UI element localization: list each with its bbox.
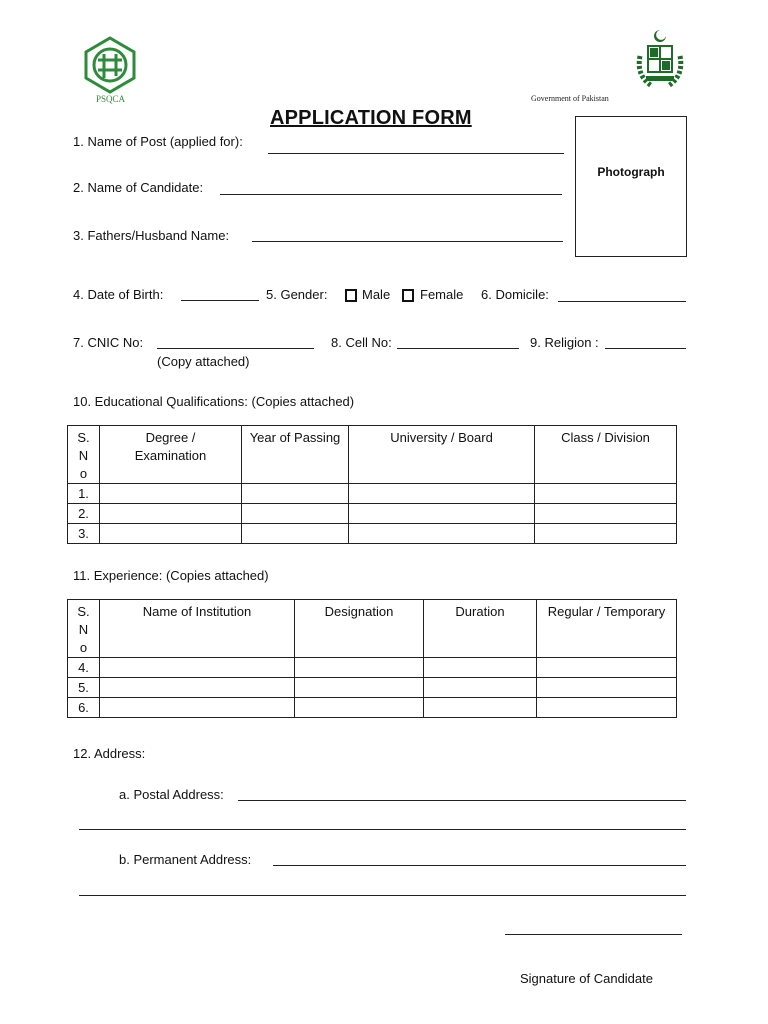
table-cell[interactable] bbox=[424, 678, 537, 698]
table-cell[interactable] bbox=[242, 504, 349, 524]
table-cell[interactable] bbox=[242, 524, 349, 544]
table-cell[interactable] bbox=[100, 484, 242, 504]
psqca-logo bbox=[82, 36, 138, 104]
table-cell[interactable] bbox=[100, 504, 242, 524]
table-row bbox=[68, 658, 677, 678]
table-row bbox=[68, 698, 677, 718]
duration-header: Duration bbox=[424, 600, 537, 658]
candidate-name-field[interactable] bbox=[220, 194, 562, 195]
degree-header bbox=[100, 426, 242, 484]
father-husband-name-label: 3. Fathers/Husband Name: bbox=[73, 228, 230, 243]
table-cell[interactable] bbox=[295, 678, 424, 698]
table-cell[interactable] bbox=[537, 678, 677, 698]
class-division-header: Class / Division bbox=[535, 426, 677, 484]
table-row bbox=[68, 484, 677, 504]
table-cell[interactable] bbox=[100, 698, 295, 718]
experience-sno-header bbox=[68, 600, 100, 658]
education-heading: 10. Educational Qualifications: (Copies attached) bbox=[73, 394, 355, 409]
year-of-passing-header: Year of Passing bbox=[242, 426, 349, 484]
table-cell[interactable] bbox=[537, 698, 677, 718]
father-husband-name-field[interactable] bbox=[252, 241, 563, 242]
form-title: APPLICATION FORM bbox=[270, 107, 472, 129]
row-number: 5. bbox=[68, 678, 100, 698]
table-cell[interactable] bbox=[537, 658, 677, 678]
degree-header-text: Degree / Examination bbox=[134, 430, 207, 463]
address-heading: 12. Address: bbox=[73, 746, 146, 761]
row-number: 2. bbox=[68, 504, 100, 524]
government-caption: Government of Pakistan bbox=[531, 94, 609, 103]
photograph-box[interactable] bbox=[575, 116, 687, 257]
permanent-address-label: b. Permanent Address: bbox=[119, 852, 252, 867]
table-row bbox=[68, 504, 677, 524]
table-cell[interactable] bbox=[535, 484, 677, 504]
row-number: 4. bbox=[68, 658, 100, 678]
psqca-logo-label: PSQCA bbox=[96, 94, 126, 104]
regular-temporary-header: Regular / Temporary bbox=[537, 600, 677, 658]
male-label: Male bbox=[362, 287, 391, 302]
photograph-label: Photograph bbox=[597, 165, 665, 179]
sno-header-text: S. N o bbox=[77, 604, 90, 655]
table-row bbox=[68, 524, 677, 544]
experience-table bbox=[67, 599, 677, 718]
table-cell[interactable] bbox=[100, 658, 295, 678]
name-of-post-field[interactable] bbox=[268, 153, 564, 154]
candidate-name-label: 2. Name of Candidate: bbox=[73, 180, 204, 195]
row-number: 6. bbox=[68, 698, 100, 718]
row-number: 3. bbox=[68, 524, 100, 544]
table-cell[interactable] bbox=[349, 504, 535, 524]
cell-no-label: 8. Cell No: bbox=[331, 335, 392, 350]
experience-heading: 11. Experience: (Copies attached) bbox=[73, 568, 269, 583]
postal-address-label: a. Postal Address: bbox=[119, 787, 224, 802]
table-cell[interactable] bbox=[242, 484, 349, 504]
education-table bbox=[67, 425, 677, 544]
table-cell[interactable] bbox=[349, 524, 535, 544]
cnic-field[interactable] bbox=[157, 348, 314, 349]
cnic-note: (Copy attached) bbox=[157, 354, 250, 369]
permanent-address-field[interactable] bbox=[273, 865, 686, 866]
table-cell[interactable] bbox=[295, 698, 424, 718]
pakistan-emblem bbox=[632, 26, 688, 92]
table-row bbox=[68, 678, 677, 698]
row-number: 1. bbox=[68, 484, 100, 504]
table-cell[interactable] bbox=[349, 484, 535, 504]
signature-field[interactable] bbox=[505, 934, 682, 935]
gender-label: 5. Gender: bbox=[266, 287, 328, 302]
cnic-label: 7. CNIC No: bbox=[73, 335, 144, 350]
female-label: Female bbox=[420, 287, 464, 302]
male-checkbox[interactable] bbox=[345, 289, 357, 302]
table-cell[interactable] bbox=[535, 504, 677, 524]
education-sno-header bbox=[68, 426, 100, 484]
female-checkbox[interactable] bbox=[402, 289, 414, 302]
state-emblem-icon bbox=[632, 26, 688, 92]
psqca-logo-icon bbox=[82, 36, 138, 94]
table-cell[interactable] bbox=[100, 524, 242, 544]
name-of-post-label: 1. Name of Post (applied for): bbox=[73, 134, 243, 149]
sno-header-text: S. N o bbox=[77, 430, 90, 481]
permanent-address-field-line-2[interactable] bbox=[79, 895, 686, 896]
table-cell[interactable] bbox=[535, 524, 677, 544]
religion-field[interactable] bbox=[605, 348, 686, 349]
table-cell[interactable] bbox=[424, 658, 537, 678]
date-of-birth-label: 4. Date of Birth: bbox=[73, 287, 164, 302]
designation-header: Designation bbox=[295, 600, 424, 658]
religion-label: 9. Religion : bbox=[530, 335, 599, 350]
table-cell[interactable] bbox=[100, 678, 295, 698]
postal-address-field-line-2[interactable] bbox=[79, 829, 686, 830]
table-cell[interactable] bbox=[295, 658, 424, 678]
signature-label: Signature of Candidate bbox=[520, 971, 653, 986]
cell-no-field[interactable] bbox=[397, 348, 519, 349]
university-board-header: University / Board bbox=[349, 426, 535, 484]
domicile-label: 6. Domicile: bbox=[481, 287, 549, 302]
table-cell[interactable] bbox=[424, 698, 537, 718]
postal-address-field[interactable] bbox=[238, 800, 686, 801]
date-of-birth-field[interactable] bbox=[181, 300, 259, 301]
institution-header: Name of Institution bbox=[100, 600, 295, 658]
domicile-field[interactable] bbox=[558, 301, 686, 302]
